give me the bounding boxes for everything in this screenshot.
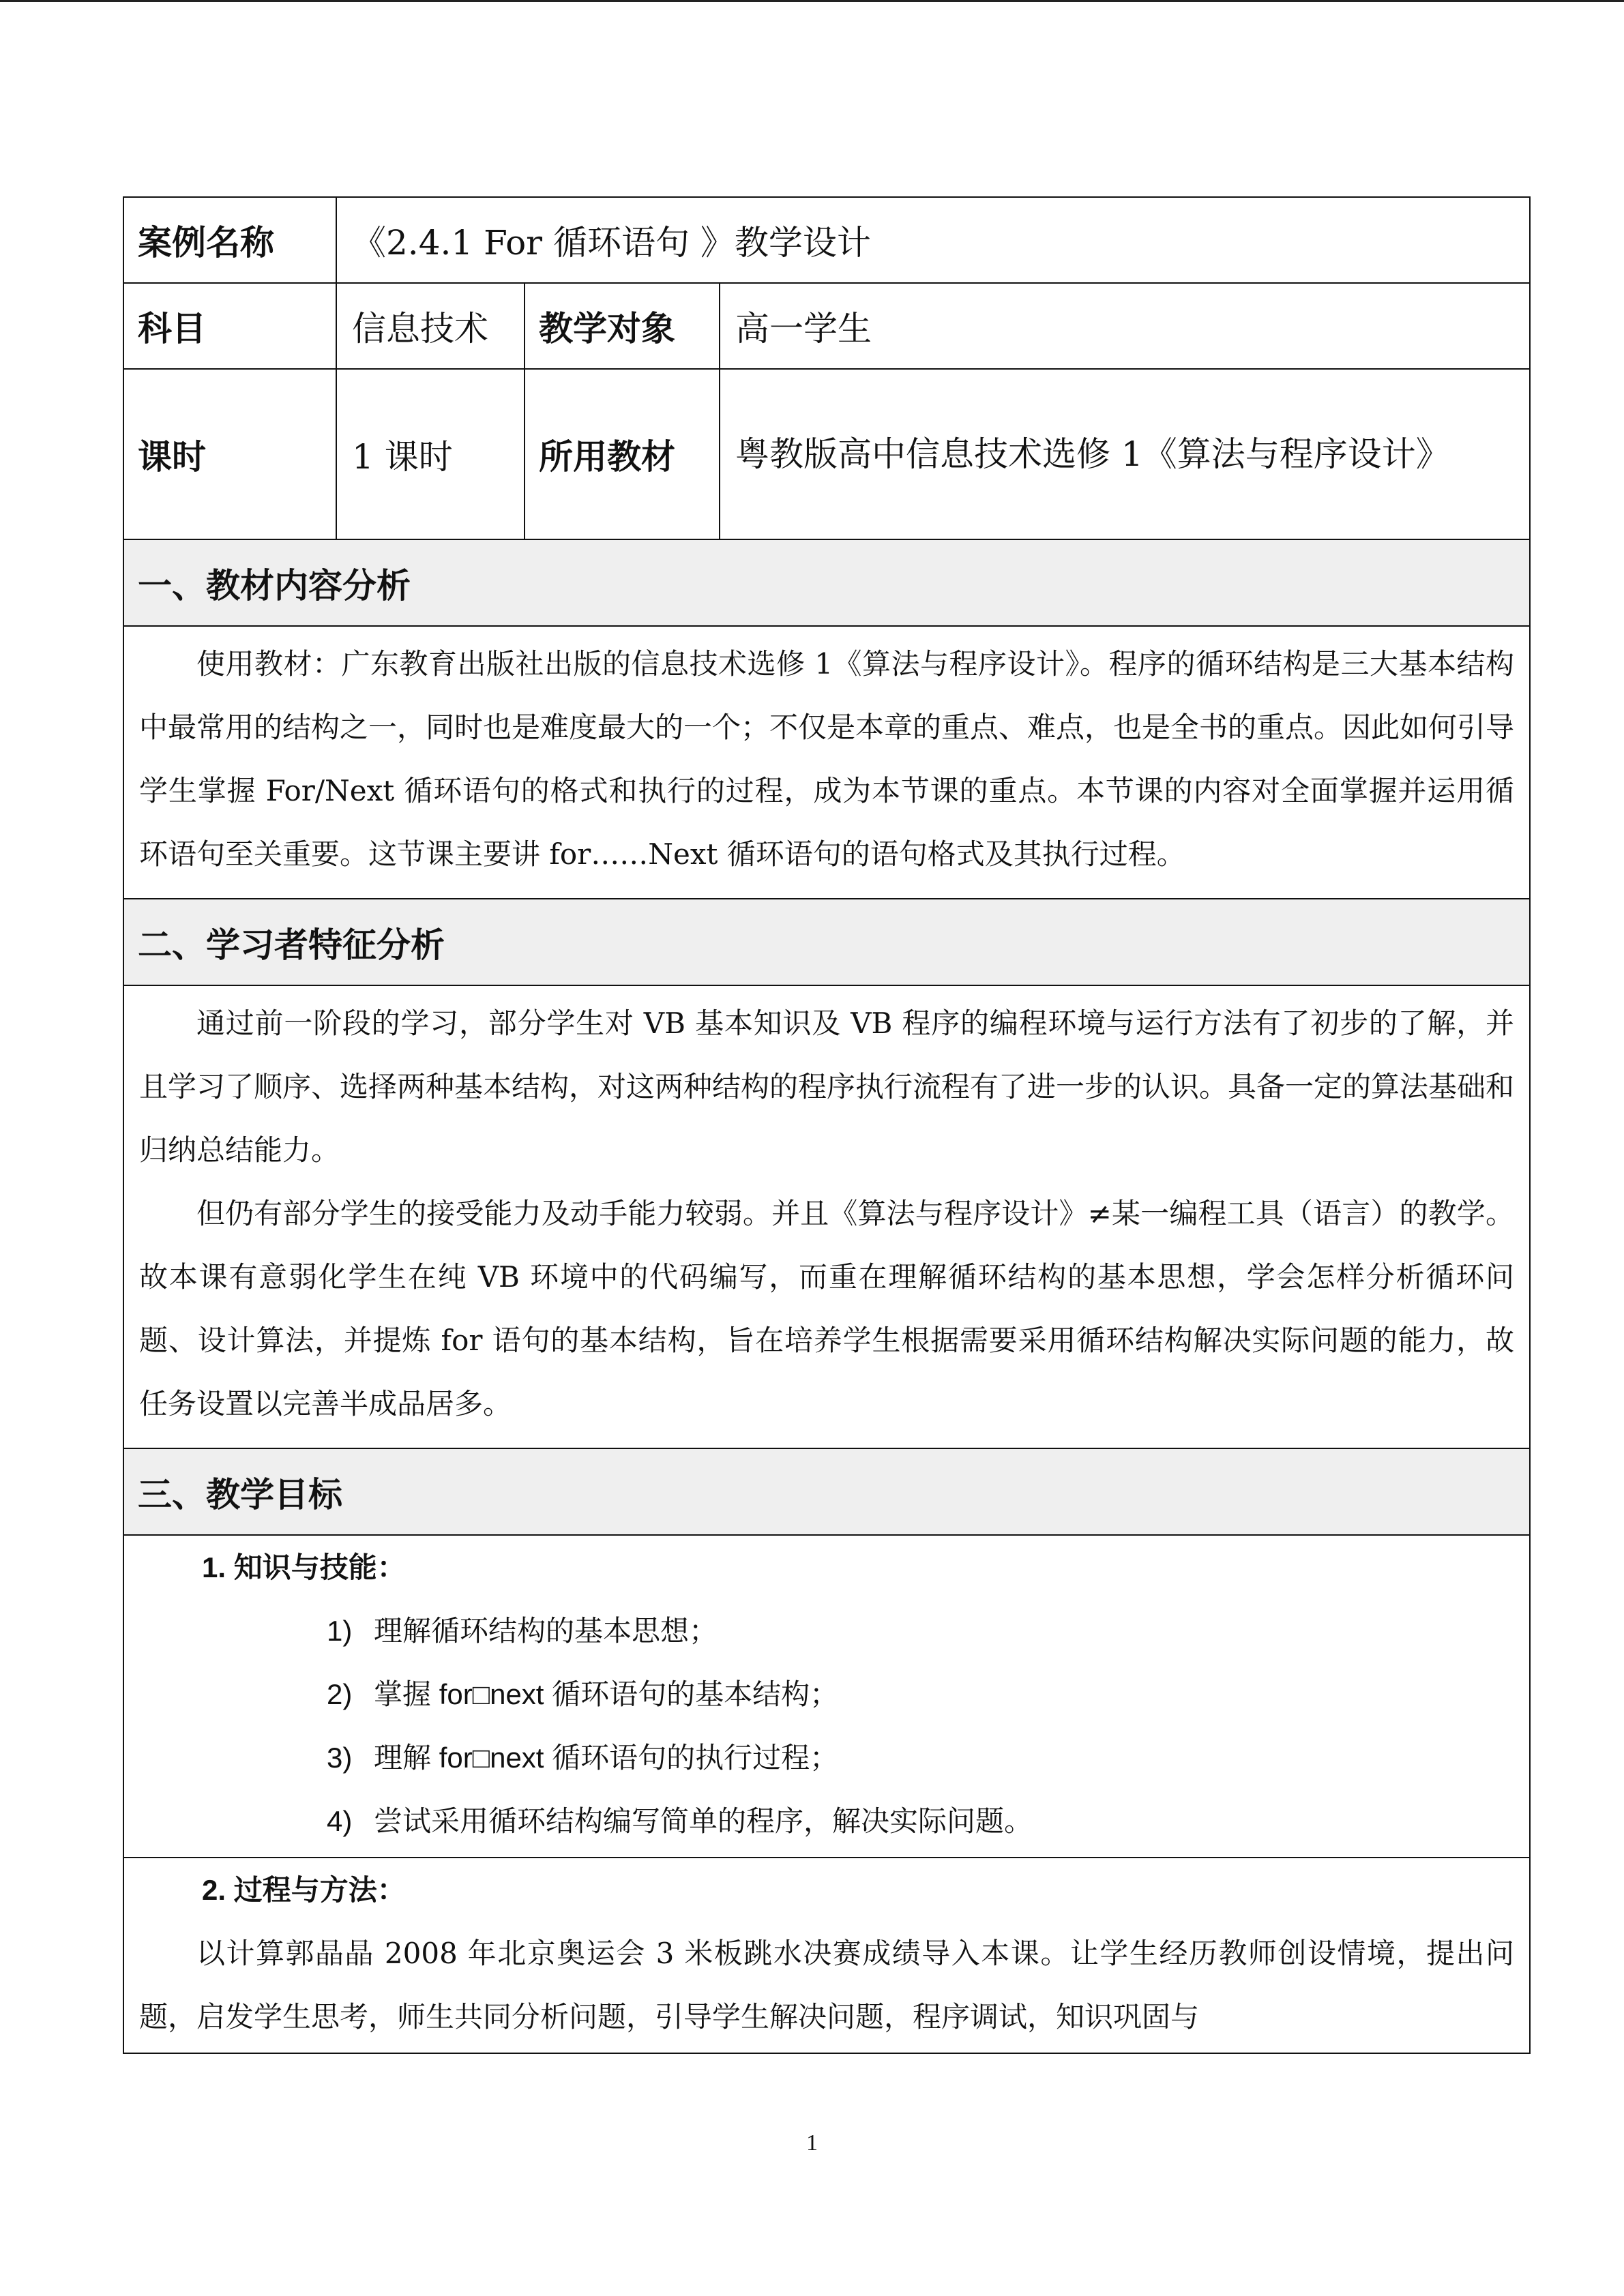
objective-number: 4) — [327, 1805, 353, 1837]
section1-paragraph: 使用教材：广东教育出版社出版的信息技术选修 1《算法与程序设计》。程序的循环结构是三大基本结构中最常用的结构之一，同时也是难度最大的一个；不仅是本章的重点、难点，也是全书的重点。因此如何引导学生掌握 For/Next 循环语句的格式和执行的过程，成为本节课的重点。本节课的内容对全面掌握并运用循环语句至关重要。这节课主要讲 for……Next 循环语句的语句格式及其执行过程。 — [139, 647, 1515, 871]
objective-text: 尝试采用循环结构编写简单的程序，解决实际问题。 — [374, 1805, 1033, 1837]
case-name-value: 《2.4.1 For 循环语句 》教学设计 — [336, 197, 1530, 283]
process-methods-body — [123, 1858, 1530, 2053]
section2-paragraph-1: 通过前一阶段的学习，部分学生对 VB 基本知识及 VB 程序的编程环境与运行方法有了初步的了解，并且学习了顺序、选择两种基本结构，对这两种结构的程序执行流程有了进一步的认识。具备一定的算法基础和归纳总结能力。 — [139, 1007, 1515, 1167]
textbook-value: 粤教版高中信息技术选修 1《算法与程序设计》 — [720, 369, 1530, 539]
textbook-label: 所用教材 — [525, 369, 720, 539]
objective-text: 理解 for□next 循环语句的执行过程； — [374, 1742, 839, 1774]
hours-value: 1 课时 — [336, 369, 525, 539]
knowledge-skills-row — [123, 1535, 1530, 1858]
objective-text: 理解循环结构的基本思想； — [374, 1615, 718, 1647]
section2-body — [123, 985, 1530, 1448]
hours-label: 课时 — [123, 369, 336, 539]
section2-paragraph-2: 但仍有部分学生的接受能力及动手能力较弱。并且《算法与程序设计》≠某一编程工具（语言）的教学。故本课有意弱化学生在纯 VB 环境中的代码编写，而重在理解循环结构的基本思想，学会怎样分析循环问题、设计算法，并提炼 for 语句的基本结构，旨在培养学生根据需要采用循环结构解决实际问题的能力，故任务设置以完善半成品居多。 — [139, 1197, 1514, 1420]
process-methods-heading: 2. 过程与方法： — [202, 1874, 406, 1906]
subject-row — [123, 283, 1530, 369]
knowledge-skills-body — [123, 1535, 1530, 1858]
section2-title: 二、学习者特征分析 — [123, 899, 1530, 985]
objective-item — [139, 1663, 1514, 1726]
section1-body-row — [123, 626, 1530, 899]
audience-label: 教学对象 — [525, 283, 720, 369]
subject-value: 信息技术 — [336, 283, 525, 369]
section1-body — [123, 626, 1530, 899]
knowledge-skills-heading: 1. 知识与技能： — [202, 1551, 406, 1583]
objective-item — [139, 1789, 1514, 1853]
objective-item — [139, 1599, 1514, 1663]
objective-text: 掌握 for□next 循环语句的基本结构； — [374, 1678, 839, 1710]
process-methods-row — [123, 1858, 1530, 2053]
case-name-label: 案例名称 — [123, 197, 336, 283]
case-name-row — [123, 197, 1530, 283]
section3-header-row — [123, 1448, 1530, 1535]
section2-header-row — [123, 899, 1530, 985]
audience-value: 高一学生 — [720, 283, 1530, 369]
lesson-plan-table — [123, 196, 1531, 2054]
section2-body-row — [123, 985, 1530, 1448]
top-border-line — [0, 0, 1624, 2]
objective-item — [139, 1726, 1514, 1789]
page-number: 1 — [806, 2130, 818, 2156]
hours-row — [123, 369, 1530, 539]
objective-number: 2) — [327, 1678, 353, 1710]
objective-number: 1) — [327, 1615, 353, 1647]
subject-label: 科目 — [123, 283, 336, 369]
section1-title: 一、教材内容分析 — [123, 539, 1530, 626]
process-methods-paragraph: 以计算郭晶晶 2008 年北京奥运会 3 米板跳水决赛成绩导入本课。让学生经历教师创设情境，提出问题，启发学生思考，师生共同分析问题，引导学生解决问题，程序调试，知识巩固与 — [139, 1937, 1514, 2033]
section3-title: 三、教学目标 — [123, 1448, 1530, 1535]
objective-number: 3) — [327, 1742, 353, 1774]
section1-header-row — [123, 539, 1530, 626]
